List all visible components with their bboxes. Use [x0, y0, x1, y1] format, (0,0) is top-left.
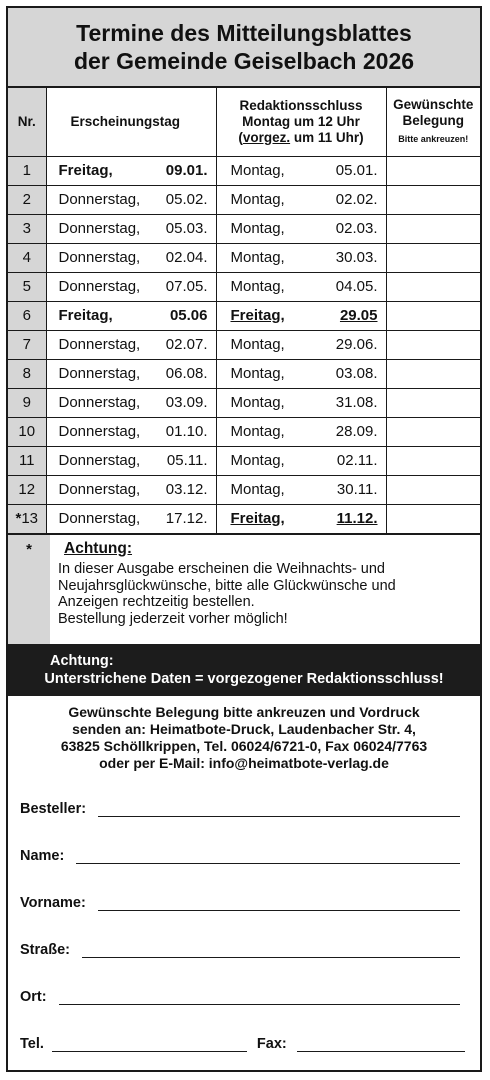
name-label: Name:: [20, 847, 65, 864]
erscheinungstag-cell: Donnerstag, 07.05.: [58, 278, 208, 295]
underline-legend-banner: [8, 644, 480, 696]
fax-field[interactable]: [297, 1051, 465, 1052]
erscheinungstag-cell: Donnerstag, 05.03.: [58, 220, 208, 237]
belegung-checkbox-cell[interactable]: [386, 388, 480, 417]
erscheinungstag-cell: Donnerstag, 03.09.: [58, 394, 208, 411]
row-nr: 2: [8, 185, 46, 214]
redaktionsschluss-cell: Montag, 02.02.: [230, 191, 378, 208]
table-row: [8, 301, 480, 330]
table-row: [8, 214, 480, 243]
redaktionsschluss-cell-underlined: Freitag, 29.05: [230, 307, 378, 324]
redaktionsschluss-cell: Montag, 04.05.: [230, 278, 378, 295]
erscheinungstag-cell: Donnerstag, 05.02.: [58, 191, 208, 208]
vorname-field[interactable]: [98, 910, 460, 911]
erscheinungstag-cell: Freitag, 09.01.: [58, 162, 208, 179]
tel-label: Tel.: [20, 1035, 44, 1052]
belegung-checkbox-cell[interactable]: [386, 446, 480, 475]
christmas-notice: [8, 534, 480, 644]
header-erscheinungstag: Erscheinungstag: [46, 88, 216, 156]
strasse-field[interactable]: [82, 957, 460, 958]
redaktionsschluss-cell: Montag, 05.01.: [230, 162, 378, 179]
erscheinungstag-cell: Donnerstag, 01.10.: [58, 423, 208, 440]
notice-heading: Achtung:: [64, 539, 133, 557]
erscheinungstag-cell: Donnerstag, 17.12.: [58, 510, 208, 527]
redaktionsschluss-cell: Montag, 30.11.: [230, 481, 378, 498]
erscheinungstag-cell: Freitag, 05.06: [58, 307, 208, 324]
row-nr: 4: [8, 243, 46, 272]
table-row: [8, 504, 480, 533]
title-line-1: Termine des Mitteilungsblattes: [76, 20, 412, 46]
notice-star: *: [8, 535, 50, 644]
table-row: [8, 359, 480, 388]
order-form-sheet: [6, 6, 482, 1072]
header-beleg-line-1: Gewünschte: [393, 96, 474, 112]
header-redak-line-3: (vorgez. um 11 Uhr): [238, 129, 364, 145]
row-nr: 6: [8, 301, 46, 330]
banner-text: Unterstrichene Daten = vorgezogener Redaktionsschluss!: [44, 670, 444, 687]
notice-line-3: Anzeigen rechtzeitig bestellen.: [58, 594, 255, 610]
table-row: [8, 185, 480, 214]
tel-fax-row: [20, 1007, 468, 1054]
title-line-2: der Gemeinde Geiselbach 2026: [73, 48, 415, 74]
strasse-label: Straße:: [20, 941, 70, 958]
redaktionsschluss-cell: Montag, 02.11.: [230, 452, 378, 469]
tel-field[interactable]: [52, 1051, 247, 1052]
row-nr: 1: [8, 156, 46, 185]
vorname-row: [20, 866, 468, 913]
belegung-checkbox-cell[interactable]: [386, 330, 480, 359]
redaktionsschluss-cell: Montag, 30.03.: [230, 249, 378, 266]
header-redaktionsschluss: [216, 88, 386, 156]
header-belegung: [386, 88, 480, 156]
belegung-checkbox-cell[interactable]: [386, 475, 480, 504]
redaktionsschluss-cell: Montag, 29.06.: [230, 336, 378, 353]
strasse-row: [20, 913, 468, 960]
belegung-checkbox-cell[interactable]: [386, 243, 480, 272]
table-row: [8, 156, 480, 185]
table-header-row: [8, 88, 480, 156]
belegung-checkbox-cell[interactable]: [386, 301, 480, 330]
table-row: [8, 388, 480, 417]
row-nr: 9: [8, 388, 46, 417]
header-redak-line-1: Redaktionsschluss: [239, 97, 363, 113]
row-nr: 12: [8, 475, 46, 504]
belegung-checkbox-cell[interactable]: [386, 417, 480, 446]
row-nr: *13: [8, 504, 46, 533]
notice-line-2: Neujahrsglückwünsche, bitte alle Glückwünsche und: [58, 577, 396, 594]
erscheinungstag-cell: Donnerstag, 05.11.: [58, 452, 208, 469]
erscheinungstag-cell: Donnerstag, 03.12.: [58, 481, 208, 498]
banner-heading: Achtung:: [50, 652, 114, 669]
send-line-1: Gewünschte Belegung bitte ankreuzen und Vordruck: [68, 703, 420, 720]
ort-row: [20, 960, 468, 1007]
table-row: [8, 417, 480, 446]
ort-label: Ort:: [20, 988, 47, 1005]
redaktionsschluss-cell-underlined: Freitag, 11.12.: [230, 510, 378, 527]
belegung-checkbox-cell[interactable]: [386, 156, 480, 185]
document-title: [8, 8, 480, 88]
notice-body: [50, 535, 480, 644]
table-row: [8, 475, 480, 504]
header-nr: Nr.: [8, 88, 46, 156]
table-row: [8, 330, 480, 359]
redaktionsschluss-cell: Montag, 28.09.: [230, 423, 378, 440]
row-nr: 3: [8, 214, 46, 243]
besteller-label: Besteller:: [20, 800, 87, 817]
besteller-field[interactable]: [98, 816, 460, 817]
row-nr: 8: [8, 359, 46, 388]
notice-line-1: In dieser Ausgabe erscheinen die Weihnachts- und: [58, 561, 386, 577]
row-star-marker: *: [15, 510, 22, 527]
besteller-row: [20, 772, 468, 819]
redaktionsschluss-cell: Montag, 31.08.: [230, 394, 378, 411]
vorname-label: Vorname:: [20, 894, 86, 911]
header-beleg-line-2: Belegung: [402, 112, 464, 128]
table-row: [8, 446, 480, 475]
erscheinungstag-cell: Donnerstag, 02.07.: [58, 336, 208, 353]
send-line-2: senden an: Heimatbote-Druck, Laudenbacher Str. 4,: [72, 720, 416, 737]
table-row: [8, 243, 480, 272]
row-nr: 5: [8, 272, 46, 301]
belegung-checkbox-cell[interactable]: [386, 359, 480, 388]
redaktionsschluss-cell: Montag, 02.03.: [230, 220, 378, 237]
table-row: [8, 272, 480, 301]
send-line-3: 63825 Schöllkrippen, Tel. 06024/6721-0, Fax 06024/7763: [60, 737, 428, 754]
row-nr: 10: [8, 417, 46, 446]
belegung-checkbox-cell[interactable]: [386, 504, 480, 533]
name-row: [20, 819, 468, 866]
order-form: [8, 772, 480, 1054]
belegung-checkbox-cell[interactable]: [386, 214, 480, 243]
notice-line-4: Bestellung jederzeit vorher möglich!: [58, 610, 288, 627]
schedule-table: [8, 88, 480, 534]
erscheinungstag-cell: Donnerstag, 06.08.: [58, 365, 208, 382]
row-nr: 11: [8, 446, 46, 475]
erscheinungstag-cell: Donnerstag, 02.04.: [58, 249, 208, 266]
header-beleg-hint: Bitte ankreuzen!: [398, 133, 469, 144]
fax-label: Fax:: [256, 1035, 287, 1052]
belegung-checkbox-cell[interactable]: [386, 185, 480, 214]
header-redak-line-2: Montag um 12 Uhr: [242, 113, 360, 129]
name-field[interactable]: [76, 863, 460, 864]
ort-field[interactable]: [59, 1004, 460, 1005]
redaktionsschluss-cell: Montag, 03.08.: [230, 365, 378, 382]
send-line-4: oder per E-Mail: info@heimatbote-verlag.de: [99, 754, 389, 771]
belegung-checkbox-cell[interactable]: [386, 272, 480, 301]
send-instructions: [8, 696, 480, 772]
row-nr: 7: [8, 330, 46, 359]
